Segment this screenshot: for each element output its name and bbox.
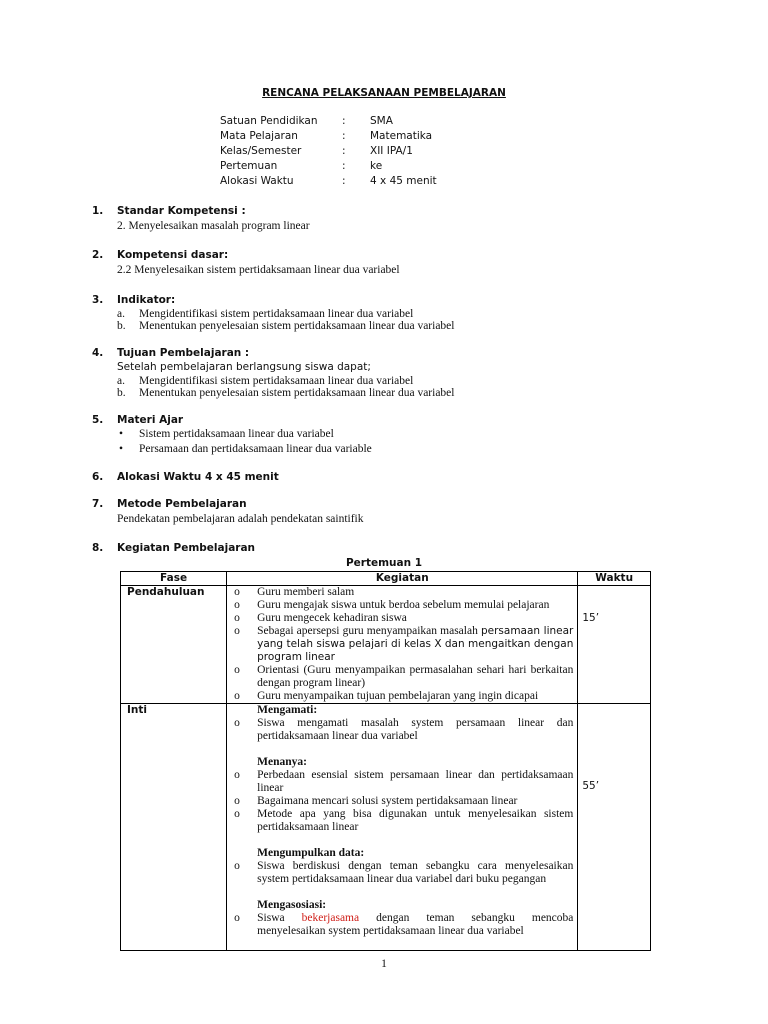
- activity-subheading: Mengasosiasi:: [257, 899, 327, 911]
- list-item: o Orientasi (Guru menyampaikan permasalahan sehari hari berkaitan dengan program linear): [234, 664, 574, 689]
- identity-value: 4 x 45 menit: [370, 175, 437, 187]
- circle-bullet-icon: o: [234, 912, 240, 924]
- circle-bullet-icon: o: [234, 769, 240, 781]
- kegiatan-pendahuluan: [227, 586, 578, 704]
- list-item: Menentukan penyelesaian sistem pertidaksamaan linear dua variabel: [139, 387, 455, 399]
- section-text: 2. Menyelesaikan masalah program linear: [117, 220, 310, 232]
- waktu-inti: 55’: [578, 704, 651, 951]
- identity-label: Pertemuan: [220, 160, 278, 172]
- circle-bullet-icon: o: [234, 690, 240, 702]
- section-number: 1.: [92, 205, 104, 217]
- list-item: o Guru menyampaikan tujuan pembelajaran yang ingin dicapai: [234, 690, 539, 702]
- circle-bullet-icon: o: [234, 599, 240, 611]
- section-number: 3.: [92, 294, 104, 306]
- circle-bullet-icon: o: [234, 664, 240, 676]
- bullet-icon: •: [119, 428, 124, 440]
- list-item: o Guru mengecek kehadiran siswa: [234, 612, 407, 624]
- list-item: o Sebagai apersepsi guru menyampaikan masalah persamaan linear yang telah siswa pelajari di kelas X dan mengaitkan dengan program linear: [234, 625, 574, 663]
- section-text: 2.2 Menyelesaikan sistem pertidaksamaan linear dua variabel: [117, 264, 400, 276]
- identity-colon: :: [342, 130, 346, 142]
- section-heading: Metode Pembelajaran: [117, 498, 247, 510]
- page-number: 1: [381, 958, 387, 970]
- identity-value: Matematika: [370, 130, 433, 142]
- list-item: o Siswa berdiskusi dengan teman sebangku cara menyelesaikan system pertidaksamaan linear dua variabel dari buku pegangan: [234, 860, 574, 885]
- section-number: 2.: [92, 249, 104, 261]
- section-heading: Kegiatan Pembelajaran: [117, 542, 256, 554]
- fase-inti: Inti: [121, 704, 227, 951]
- list-marker: a.: [117, 308, 125, 320]
- header-fase: Fase: [121, 572, 227, 586]
- identity-label: Alokasi Waktu: [220, 175, 294, 187]
- section-heading: Alokasi Waktu 4 x 45 menit: [117, 471, 279, 483]
- identity-colon: :: [342, 160, 346, 172]
- section-number: 7.: [92, 498, 104, 510]
- circle-bullet-icon: o: [234, 586, 240, 598]
- header-kegiatan: Kegiatan: [227, 572, 578, 586]
- section-number: 6.: [92, 471, 104, 483]
- section-heading: Materi Ajar: [117, 414, 184, 426]
- identity-colon: :: [342, 115, 346, 127]
- section-number: 5.: [92, 414, 104, 426]
- activity-subheading: Menanya:: [257, 756, 307, 768]
- circle-bullet-icon: o: [234, 612, 240, 624]
- list-item: Mengidentifikasi sistem pertidaksamaan linear dua variabel: [139, 308, 414, 320]
- circle-bullet-icon: o: [234, 860, 240, 872]
- fase-pendahuluan: Pendahuluan: [121, 586, 227, 704]
- list-item: Menentukan penyelesaian sistem pertidaksamaan linear dua variabel: [139, 320, 455, 332]
- table-header-row: [121, 572, 651, 586]
- identity-label: Kelas/Semester: [220, 145, 302, 157]
- section-heading: Standar Kompetensi :: [117, 205, 246, 217]
- list-item: o Bagaimana mencari solusi system pertidaksamaan linear: [234, 795, 518, 807]
- circle-bullet-icon: o: [234, 625, 240, 637]
- list-item: o Guru memberi salam: [234, 586, 355, 598]
- identity-value: ke: [370, 160, 383, 172]
- circle-bullet-icon: o: [234, 717, 240, 729]
- waktu-pendahuluan: 15’: [578, 586, 651, 704]
- identity-colon: :: [342, 145, 346, 157]
- list-item: Persamaan dan pertidaksamaan linear dua variable: [139, 443, 372, 455]
- document-title: RENCANA PELAKSANAAN PEMBELAJARAN: [262, 87, 506, 99]
- list-item: o Guru mengajak siswa untuk berdoa sebelum memulai pelajaran: [234, 599, 550, 611]
- meeting-title: Pertemuan 1: [345, 557, 423, 569]
- circle-bullet-icon: o: [234, 795, 240, 807]
- section-number: 4.: [92, 347, 104, 359]
- list-item: o Siswa bekerjasama dengan teman sebangku mencoba menyelesaikan system pertidaksamaan linear dua variabel: [234, 912, 574, 937]
- activity-subheading: Mengumpulkan data:: [257, 847, 365, 859]
- identity-value: XII IPA/1: [370, 145, 413, 157]
- section-heading: Indikator:: [117, 294, 176, 306]
- list-marker: b.: [117, 320, 126, 332]
- kegiatan-inti: [227, 704, 578, 951]
- identity-label: Mata Pelajaran: [220, 130, 298, 142]
- section-heading: Tujuan Pembelajaran :: [117, 347, 250, 359]
- section-intro: Setelah pembelajaran berlangsung siswa dapat;: [117, 361, 371, 373]
- identity-label: Satuan Pendidikan: [220, 115, 318, 127]
- activity-subheading: Mengamati:: [257, 704, 318, 716]
- highlighted-word: bekerjasama: [301, 912, 360, 924]
- section-heading: Kompetensi dasar:: [117, 249, 229, 261]
- list-item: Mengidentifikasi sistem pertidaksamaan linear dua variabel: [139, 375, 414, 387]
- section-number: 8.: [92, 542, 104, 554]
- emphasis-text: persamaan linear yang telah siswa pelajari di kelas X dan mengaitkan dengan program linear: [257, 625, 574, 663]
- header-waktu: Waktu: [578, 572, 651, 586]
- activity-table: [120, 571, 651, 951]
- circle-bullet-icon: o: [234, 808, 240, 820]
- identity-value: SMA: [370, 115, 393, 127]
- list-marker: a.: [117, 375, 125, 387]
- section-text: Pendekatan pembelajaran adalah pendekatan saintifik: [117, 513, 364, 525]
- bullet-icon: •: [119, 443, 124, 455]
- identity-colon: :: [342, 175, 346, 187]
- list-item: o Siswa mengamati masalah system persamaan linear dan pertidaksamaan linear dua variabel: [234, 717, 574, 742]
- list-item: o Metode apa yang bisa digunakan untuk menyelesaikan sistem pertidaksamaan linear: [234, 808, 574, 833]
- list-marker: b.: [117, 387, 126, 399]
- list-item: o Perbedaan esensial sistem persamaan linear dan pertidaksamaan linear: [234, 769, 574, 794]
- table-row: [121, 586, 651, 704]
- list-item: Sistem pertidaksamaan linear dua variabel: [139, 428, 334, 440]
- table-row: [121, 704, 651, 951]
